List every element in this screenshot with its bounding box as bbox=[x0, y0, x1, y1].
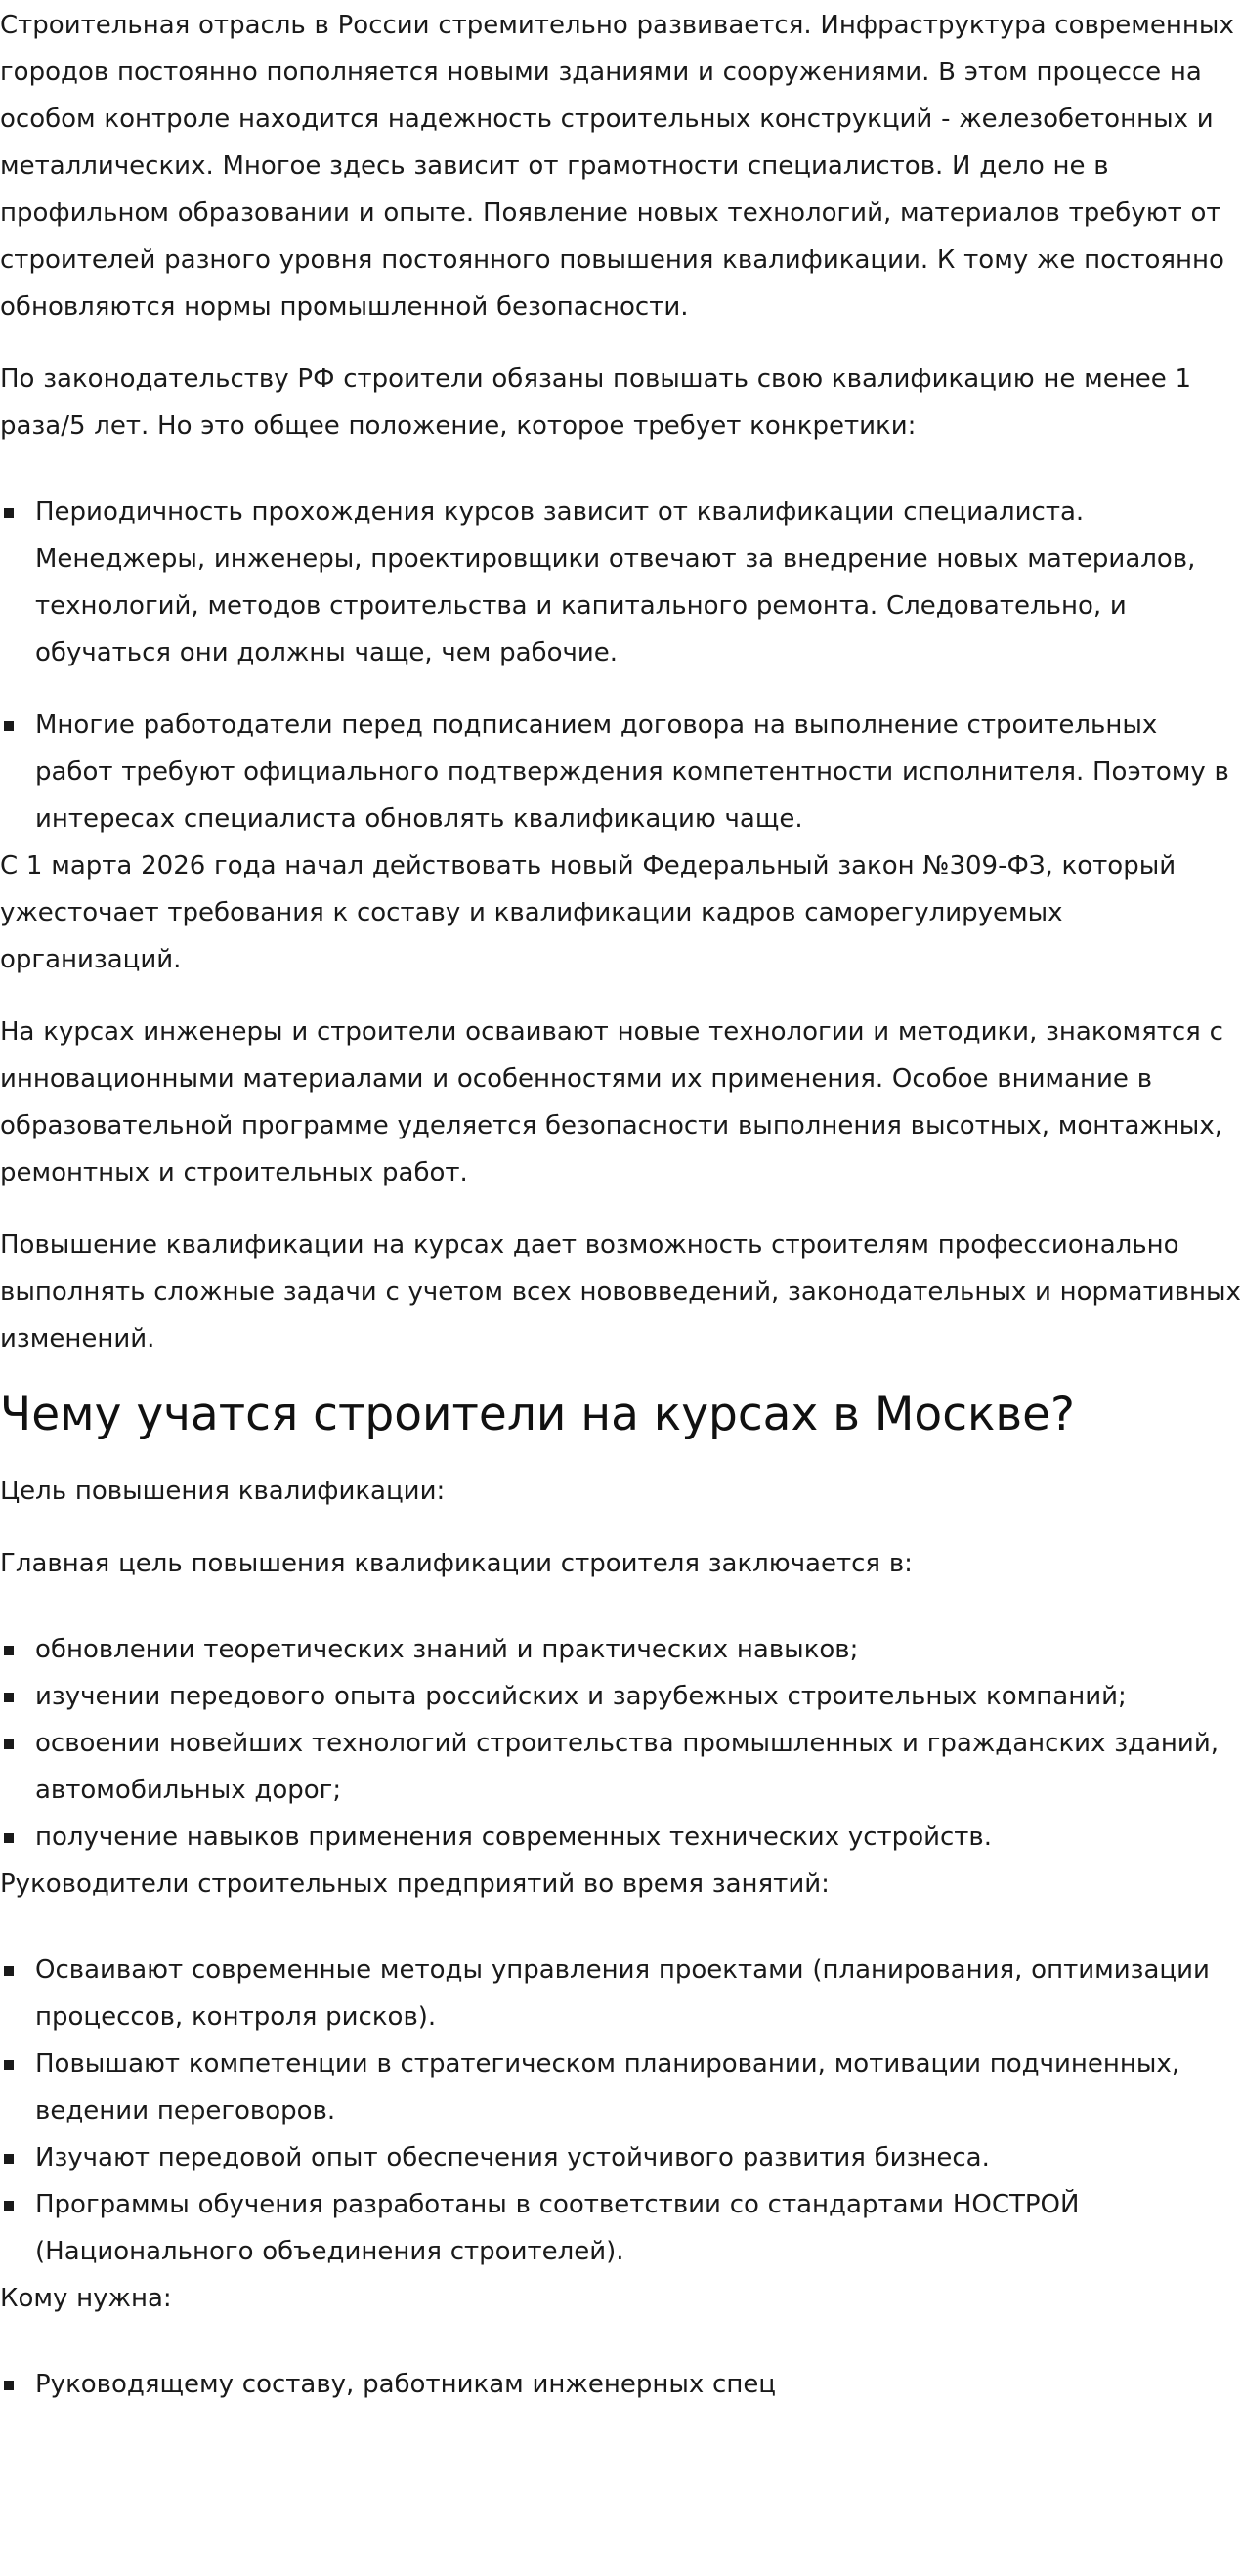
list-item-text: получение навыков применения современных технических устройств. bbox=[35, 1823, 993, 1852]
law-requirement-paragraph: По законодательству РФ строители обязаны повышать свою квалификацию не менее 1 раза/5 лет. Но это общее положение, которое требует конкретики: bbox=[0, 365, 1192, 441]
square-bullet-icon bbox=[4, 721, 14, 731]
square-bullet-icon bbox=[4, 1646, 14, 1655]
list-item-text: Программы обучения разработаны в соответствии со стандартами НОСТРОЙ (Национального объединения строителей). bbox=[35, 2190, 1080, 2266]
goal-label: Цель повышения квалификации: bbox=[0, 1477, 446, 1506]
list-item bbox=[0, 489, 1241, 676]
requirements-list bbox=[0, 489, 1241, 842]
square-bullet-icon bbox=[4, 1833, 14, 1843]
list-item-text: освоении новейших технологий строительства промышленных и гражданских зданий, автомобильных дорог; bbox=[35, 1729, 1219, 1805]
square-bullet-icon bbox=[4, 2154, 14, 2164]
list-item-text: изучении передового опыта российских и зарубежных строительных компаний; bbox=[35, 1682, 1127, 1711]
managers-list bbox=[0, 1947, 1241, 2275]
list-item-text: Руководящему составу, работникам инженерных спец bbox=[35, 2370, 777, 2399]
list-item bbox=[0, 702, 1241, 842]
intro-paragraph: Строительная отрасль в России стремительно развивается. Инфраструктура современных городов постоянно пополняется новыми зданиями и сооружениями. В этом процессе на особом контроле находится надежность строительных конструкций - железобетонных и металлических. Многое здесь зависит от грамотности специалистов. И дело не в профильном образовании и опыте. Появление новых технологий, материалов требуют от строителей разного уровня постоянного повышения квалификации. К тому же постоянно обновляются нормы промышленной безопасности. bbox=[0, 11, 1234, 322]
list-item bbox=[0, 1947, 1241, 2040]
goals-list bbox=[0, 1626, 1241, 1861]
square-bullet-icon bbox=[4, 2381, 14, 2390]
list-item bbox=[0, 2134, 1241, 2181]
list-item bbox=[0, 2040, 1241, 2134]
list-item-text: обновлении теоретических знаний и практических навыков; bbox=[35, 1635, 859, 1664]
list-item bbox=[0, 1673, 1241, 1720]
square-bullet-icon bbox=[4, 2201, 14, 2211]
audience-list bbox=[0, 2361, 1241, 2408]
who-label: Кому нужна: bbox=[0, 2284, 172, 2313]
federal-law-paragraph: С 1 марта 2026 года начал действовать новый Федеральный закон №309-ФЗ, который ужесточает требования к составу и квалификации кадров саморегулируемых организаций. bbox=[0, 851, 1177, 974]
courses-paragraph: На курсах инженеры и строители осваивают новые технологии и методики, знакомятся с инновационными материалами и особенностями их применения. Особое внимание в образовательной программе уделяется безопасности выполнения высотных, монтажных, ремонтных и строительных работ. bbox=[0, 1017, 1223, 1187]
section-heading: Чему учатся строители на курсах в Москве? bbox=[0, 1388, 1075, 1441]
managers-label: Руководители строительных предприятий во время занятий: bbox=[0, 1869, 830, 1899]
square-bullet-icon bbox=[4, 1966, 14, 1976]
list-item bbox=[0, 1814, 1241, 1861]
goal-main-paragraph: Главная цель повышения квалификации строителя заключается в: bbox=[0, 1549, 913, 1578]
square-bullet-icon bbox=[4, 1693, 14, 1702]
square-bullet-icon bbox=[4, 1739, 14, 1749]
list-item-text: Многие работодатели перед подписанием договора на выполнение строительных работ требуют официального подтверждения компетентности исполнителя. Поэтому в интересах специалиста обновлять квалификацию чаще. bbox=[35, 710, 1229, 834]
list-item bbox=[0, 1626, 1241, 1673]
list-item-text: Периодичность прохождения курсов зависит от квалификации специалиста. Менеджеры, инженеры, проектировщики отвечают за внедрение новых материалов, технологий, методов строительства и капитального ремонта. Следовательно, и обучаться они должны чаще, чем рабочие. bbox=[35, 497, 1196, 667]
benefit-paragraph: Повышение квалификации на курсах дает возможность строителям профессионально выполнять сложные задачи с учетом всех нововведений, законодательных и нормативных изменений. bbox=[0, 1230, 1241, 1353]
list-item bbox=[0, 2181, 1241, 2275]
list-item bbox=[0, 1720, 1241, 1814]
square-bullet-icon bbox=[4, 508, 14, 518]
square-bullet-icon bbox=[4, 2060, 14, 2070]
list-item-text: Изучают передовой опыт обеспечения устойчивого развития бизнеса. bbox=[35, 2143, 990, 2172]
list-item bbox=[0, 2361, 1241, 2408]
list-item-text: Повышают компетенции в стратегическом планировании, мотивации подчиненных, ведении переговоров. bbox=[35, 2049, 1180, 2125]
list-item-text: Осваивают современные методы управления проектами (планирования, оптимизации процессов, контроля рисков). bbox=[35, 1955, 1210, 2032]
